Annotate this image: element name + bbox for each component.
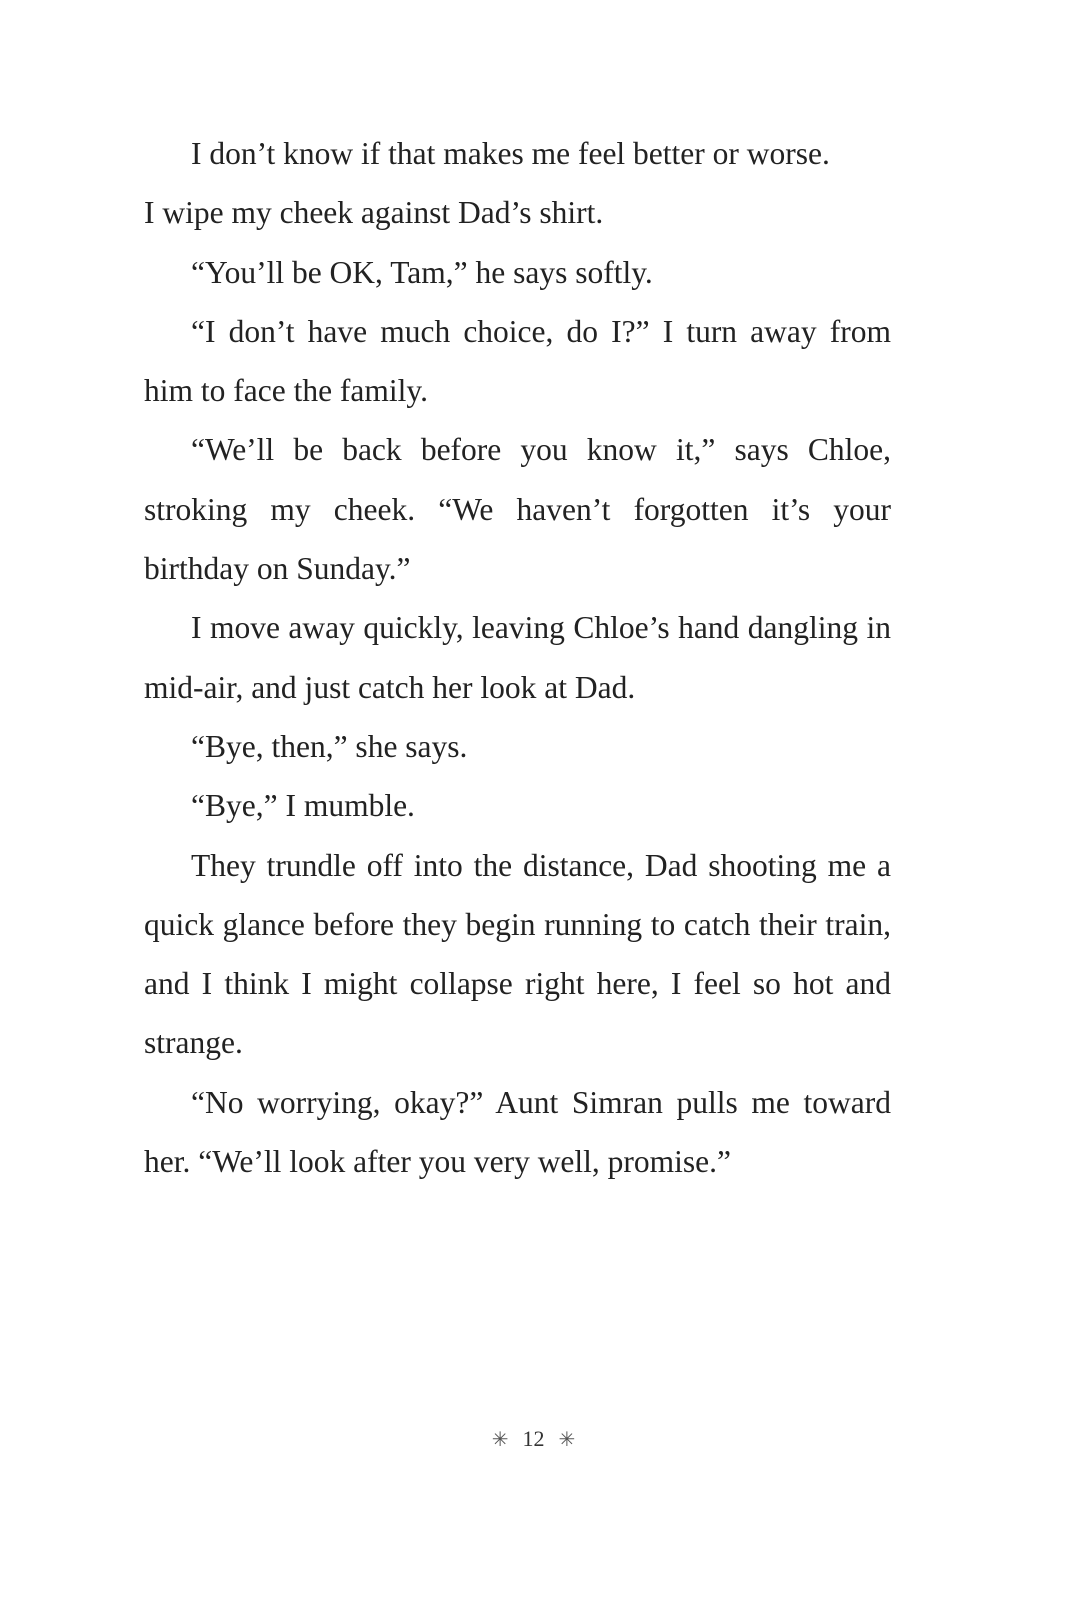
paragraph: “No worrying, okay?” Aunt Simran pulls me toward her. “We’ll look after you very well, promise.” bbox=[144, 1084, 891, 1180]
body-text bbox=[144, 124, 891, 1191]
asterisk-ornament-icon: ✳ bbox=[558, 1429, 576, 1451]
asterisk-ornament-icon: ✳ bbox=[491, 1429, 509, 1451]
paragraph: “Bye,” I mumble. bbox=[191, 788, 415, 824]
paragraph: I move away quickly, leaving Chloe’s hand dangling in mid-air, and just catch her look at Dad. bbox=[144, 610, 891, 705]
page-number: 12 bbox=[522, 1426, 545, 1451]
paragraph: “We’ll be back before you know it,” says Chloe, stroking my cheek. “We haven’t forgotten it’s your birthday on Sunday.” bbox=[144, 432, 891, 587]
paragraph: I wipe my cheek against Dad’s shirt. bbox=[144, 195, 604, 231]
page-folio bbox=[0, 1424, 1067, 1455]
paragraph: “I don’t have much choice, do I?” I turn away from him to face the family. bbox=[144, 313, 891, 409]
paragraph: I don’t know if that makes me feel better or worse. bbox=[191, 136, 830, 171]
paragraph: “You’ll be OK, Tam,” he says softly. bbox=[191, 254, 653, 290]
paragraph: They trundle off into the distance, Dad shooting me a quick glance before they begin running to catch their train, and I think I might collapse right here, I feel so hot and strange. bbox=[144, 847, 891, 1061]
paragraph: “Bye, then,” she says. bbox=[191, 728, 468, 764]
